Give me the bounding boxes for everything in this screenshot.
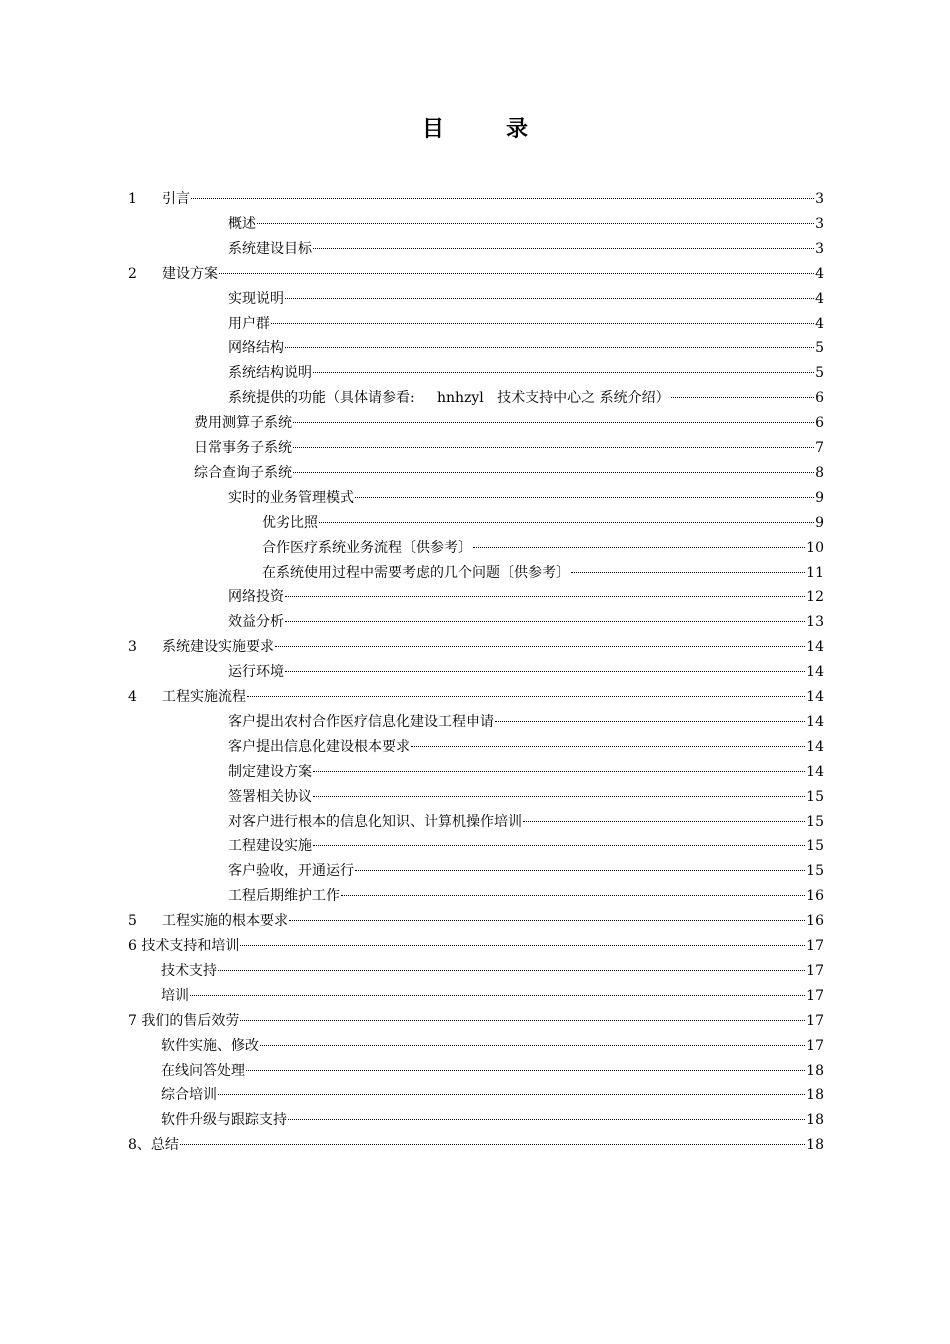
- toc-entry[interactable]: [194, 411, 824, 436]
- toc-entry-label: 对客户进行根本的信息化知识、计算机操作培训: [228, 813, 522, 830]
- toc-entry-page-number: 14: [806, 664, 824, 681]
- title-char-1: 目: [421, 117, 444, 142]
- toc-entry-label: 软件实施、修改: [161, 1037, 259, 1054]
- toc-dot-leader: [293, 422, 814, 423]
- toc-entry-label: 合作医疗系统业务流程〔供参考〕: [262, 539, 472, 556]
- toc-entry[interactable]: [228, 361, 824, 386]
- toc-entry[interactable]: [194, 461, 824, 486]
- toc-entry-label: 客户提出农村合作医疗信息化建设工程申请: [228, 713, 494, 730]
- toc-dot-leader: [313, 771, 805, 772]
- toc-entry[interactable]: [128, 1009, 824, 1034]
- toc-entry-label: 工程实施的根本要求: [162, 913, 288, 930]
- toc-entry-page-number: 17: [806, 1037, 824, 1054]
- toc-entry-label: 客户验收，开通运行: [228, 863, 354, 880]
- toc-entry[interactable]: [228, 710, 824, 735]
- toc-entry-label: 效益分析: [228, 614, 284, 631]
- toc-entry-label: 制定建设方案: [228, 763, 312, 780]
- toc-entry-page-number: 17: [806, 1012, 824, 1029]
- toc-dot-leader: [240, 1020, 805, 1021]
- toc-entry[interactable]: [228, 237, 824, 262]
- toc-entry-label: 运行环境: [228, 664, 284, 681]
- toc-entry[interactable]: [228, 610, 824, 635]
- toc-dot-leader: [257, 223, 814, 224]
- toc-entry-page-number: 4: [815, 290, 824, 307]
- toc-dot-leader: [313, 845, 805, 846]
- toc-entry-label: 工程实施流程: [162, 689, 246, 705]
- toc-entry-page-number: 18: [806, 1137, 824, 1154]
- toc-entry-page-number: 17: [806, 938, 824, 954]
- toc-entry-page-number: 14: [806, 738, 824, 755]
- toc-entry-page-number: 18: [806, 1087, 824, 1104]
- toc-entry-page-number: 6: [815, 390, 824, 407]
- toc-entry-label: 6 技术支持和培训: [128, 938, 240, 954]
- toc-entry-page-number: 5: [815, 340, 824, 357]
- toc-entry-page-number: 8: [815, 464, 824, 481]
- toc-dot-leader: [341, 895, 805, 896]
- toc-entry[interactable]: [228, 212, 824, 237]
- toc-entry-page-number: 9: [815, 514, 824, 531]
- toc-entry-label: 在线问答处理: [161, 1062, 245, 1079]
- toc-entry-number: 3: [128, 639, 137, 656]
- toc-dot-leader: [288, 1119, 805, 1120]
- toc-dot-leader: [289, 920, 805, 921]
- toc-entry[interactable]: [161, 1059, 824, 1084]
- toc-dot-leader: [285, 298, 814, 299]
- toc-dot-leader: [218, 1094, 805, 1095]
- toc-entry[interactable]: [128, 187, 824, 212]
- toc-entry-page-number: 10: [806, 539, 824, 556]
- toc-entry[interactable]: [128, 934, 824, 959]
- toc-entry-page-number: 16: [806, 913, 824, 930]
- toc-entry[interactable]: [128, 635, 824, 660]
- toc-entry[interactable]: [228, 585, 824, 610]
- toc-dot-leader: [285, 671, 805, 672]
- toc-entry-page-number: 17: [806, 962, 824, 979]
- toc-entry-page-number: 7: [815, 440, 824, 456]
- toc-entry-page-number: 18: [806, 1062, 824, 1079]
- toc-dot-leader: [313, 248, 814, 249]
- toc-entry-label: 软件升级与跟踪支持: [161, 1112, 287, 1129]
- toc-entry[interactable]: [161, 1083, 824, 1108]
- toc-entry-label: 概述: [228, 215, 256, 232]
- toc-entry-label: 引言: [162, 191, 190, 207]
- toc-entry-page-number: 15: [806, 863, 824, 880]
- toc-dot-leader: [313, 796, 805, 797]
- toc-entry-label: 8、总结: [128, 1137, 179, 1154]
- toc-entry-number: 1: [128, 191, 137, 207]
- toc-entry[interactable]: [228, 834, 824, 859]
- toc-entry-label: 综合查询子系统: [194, 464, 292, 481]
- toc-entry[interactable]: [161, 1108, 824, 1133]
- toc-entry-label: 工程后期维护工作: [228, 888, 340, 905]
- page-title: [0, 112, 950, 143]
- toc-entry-number: 4: [128, 689, 137, 705]
- toc-dot-leader: [293, 447, 814, 448]
- toc-entry[interactable]: [262, 561, 824, 586]
- toc-entry[interactable]: [228, 884, 824, 909]
- toc-dot-leader: [313, 372, 814, 373]
- toc-entry-page-number: 14: [806, 713, 824, 730]
- toc-entry-page-number: 3: [815, 215, 824, 232]
- toc-entry-page-number: 9: [815, 489, 824, 506]
- toc-entry-page-number: 4: [815, 265, 824, 282]
- toc-entry-label: 费用测算子系统: [194, 415, 292, 432]
- toc-entry[interactable]: [128, 262, 824, 287]
- toc-entry[interactable]: [161, 1034, 824, 1059]
- toc-dot-leader: [571, 572, 805, 573]
- toc-entry[interactable]: [228, 386, 824, 411]
- toc-entry-label: 签署相关协议: [228, 788, 312, 805]
- toc-entry-page-number: 11: [806, 564, 824, 581]
- toc-dot-leader: [180, 1144, 805, 1145]
- toc-entry[interactable]: [228, 859, 824, 884]
- toc-entry-page-number: 4: [815, 315, 824, 332]
- toc-entry-label: 建设方案: [162, 265, 218, 282]
- toc-entry[interactable]: [228, 486, 824, 511]
- toc-entry[interactable]: [161, 984, 824, 1009]
- toc-dot-leader: [355, 497, 814, 498]
- toc-entry-label: 技术支持: [161, 962, 217, 979]
- toc-entry[interactable]: [228, 336, 824, 361]
- toc-entry-page-number: 14: [806, 763, 824, 780]
- title-char-2: 录: [506, 117, 529, 142]
- toc-entry-label: 系统提供的功能（具体请参看: hnhzyl 技术支持中心之 系统介绍）: [228, 390, 670, 407]
- toc-dot-leader: [293, 472, 814, 473]
- toc-dot-leader: [523, 821, 805, 822]
- toc-entry[interactable]: [128, 685, 824, 710]
- toc-entry-number: 5: [128, 913, 137, 930]
- toc-entry-page-number: 15: [806, 813, 824, 830]
- toc-entry-label: 实现说明: [228, 290, 284, 307]
- toc-entry-label: 系统建设实施要求: [162, 639, 274, 656]
- toc-entry-label: 系统结构说明: [228, 365, 312, 382]
- toc-dot-leader: [285, 596, 805, 597]
- toc-entry[interactable]: [228, 810, 824, 835]
- toc-dot-leader: [260, 1045, 805, 1046]
- toc-entry[interactable]: [228, 287, 824, 312]
- toc-entry-page-number: 15: [806, 838, 824, 855]
- toc-dot-leader: [246, 1070, 805, 1071]
- toc-dot-leader: [285, 621, 805, 622]
- toc-entry-label: 在系统使用过程中需要考虑的几个问题〔供参考〕: [262, 564, 570, 581]
- toc-entry-label: 培训: [161, 987, 189, 1004]
- toc-dot-leader: [219, 273, 814, 274]
- toc-dot-leader: [240, 945, 805, 946]
- toc-entry-page-number: 15: [806, 788, 824, 805]
- toc-entry[interactable]: [161, 959, 824, 984]
- toc-dot-leader: [319, 522, 814, 523]
- toc-entry[interactable]: [128, 909, 824, 934]
- toc-dot-leader: [671, 397, 814, 398]
- toc-entry-label: 系统建设目标: [228, 240, 312, 257]
- toc-dot-leader: [473, 547, 805, 548]
- toc-entry[interactable]: [128, 1133, 824, 1158]
- toc-entry[interactable]: [228, 760, 824, 785]
- toc-entry-page-number: 6: [815, 415, 824, 432]
- toc-entry[interactable]: [262, 536, 824, 561]
- toc-entry[interactable]: [194, 436, 824, 461]
- toc-entry-page-number: 5: [815, 365, 824, 382]
- toc-entry-label: 客户提出信息化建设根本要求: [228, 738, 410, 755]
- toc-entry-page-number: 3: [815, 240, 824, 257]
- toc-entry-label: 网络投资: [228, 589, 284, 606]
- toc-entry-page-number: 14: [806, 689, 824, 705]
- toc-entry-page-number: 3: [815, 191, 824, 207]
- toc-entry-page-number: 12: [806, 589, 824, 606]
- toc-dot-leader: [271, 323, 814, 324]
- toc-dot-leader: [218, 970, 805, 971]
- toc-dot-leader: [247, 696, 805, 697]
- toc-dot-leader: [495, 721, 805, 722]
- toc-entry[interactable]: [228, 312, 824, 337]
- toc-dot-leader: [285, 347, 814, 348]
- toc-entry-label: 日常事务子系统: [194, 440, 292, 456]
- toc-entry-label: 7 我们的售后效劳: [128, 1012, 240, 1029]
- toc-entry-label: 网络结构: [228, 340, 284, 357]
- toc-entry-number: 2: [128, 265, 137, 282]
- toc-entry-page-number: 14: [806, 639, 824, 656]
- toc-entry-page-number: 16: [806, 888, 824, 905]
- toc-entry-page-number: 18: [806, 1112, 824, 1129]
- toc-entry-page-number: 17: [806, 987, 824, 1004]
- toc-dot-leader: [411, 746, 805, 747]
- toc-dot-leader: [355, 870, 805, 871]
- toc-entry-label: 实时的业务管理模式: [228, 489, 354, 506]
- toc-entry-label: 工程建设实施: [228, 838, 312, 855]
- toc-dot-leader: [275, 646, 805, 647]
- toc-entry-label: 用户群: [228, 315, 270, 332]
- toc-entry[interactable]: [262, 511, 824, 536]
- toc-entry-label: 优劣比照: [262, 514, 318, 531]
- toc-entry-label: 综合培训: [161, 1087, 217, 1104]
- toc-entry[interactable]: [228, 785, 824, 810]
- toc-dot-leader: [190, 995, 805, 996]
- toc-entry[interactable]: [228, 660, 824, 685]
- toc-entry-page-number: 13: [806, 614, 824, 631]
- toc-entry[interactable]: [228, 735, 824, 760]
- toc-dot-leader: [191, 198, 814, 199]
